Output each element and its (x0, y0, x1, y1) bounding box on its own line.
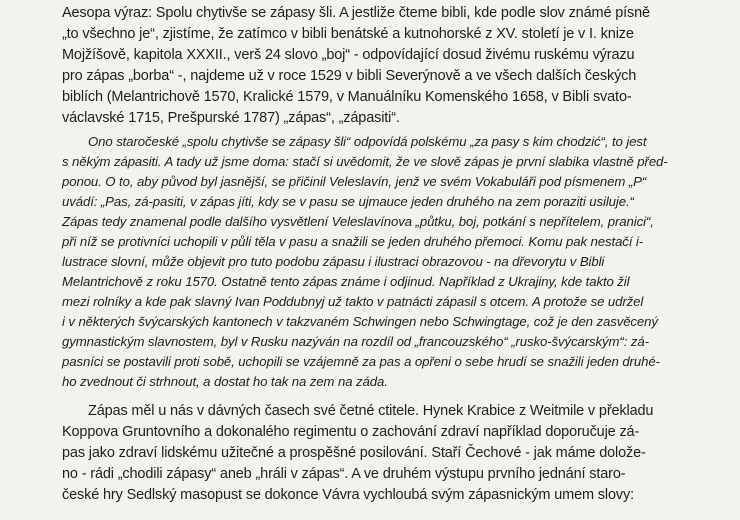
text-line: Koppova Gruntovního a dokonalého regimentu o zachování zdraví například doporučuje zá- (62, 424, 640, 440)
text-line: i v některých švýcarských kantonech v takzvaném Schwingen nebo Schwingtage, což je den zasvěcený (62, 314, 658, 329)
text-line: Aesopa výraz: Spolu chytivše se zápasy šli. A jestliže čteme bibli, kde podle slov známé písně (62, 5, 650, 21)
text-line: biblích (Melantrichově 1570, Kralické 1579, v Manuálníku Komenského 1658, v Bibli svato- (62, 89, 632, 105)
text-line: lustrace slovní, může objevit pro tuto podobu zápasu i ilustraci obrazovou - na dřevorytu v Bibli (62, 254, 605, 269)
text-line: Zápas měl u nás v dávných časech své četné ctitele. Hynek Krabice z Weitmile v překladu (88, 403, 654, 419)
text-line: ho zvednout či strhnout, a dostat ho tak na zem na záda. (62, 374, 388, 389)
text-line: Zápas tedy znamenal podle dalšího vysvětlení Veleslavínova „půtku, boj, potkání s nepřítelem, pranici“, (62, 214, 654, 229)
text-line: ponou. O to, aby původ byl jasnější, se přičinil Veleslavín, jenž ve svém Vokabuláři pod písmenem „P“ (62, 174, 647, 189)
text-line: Ono staročeské „spolu chytivše se zápasy šli“ odpovídá polskému „za pasy s kim chodzić“, to jest (88, 134, 647, 149)
text-line: Melantrichově z roku 1570. Ostatně tento zápas známe i odjinud. Například z Ukrajiny, kde takto žil (62, 274, 630, 289)
text-line: české hry Sedlský masopust se dokonce Vávra vychloubá svým zápasnickým umem slovy: (62, 487, 634, 503)
text-line: pro zápas „borba“ -, najdeme už v roce 1529 v bibli Severýnově a ve všech dalších českých (62, 68, 637, 84)
text-line: s někým zápasiti. A tady už jsme doma: stačí si uvědomit, že ve slově zápas je první slabika vlastně před- (62, 154, 668, 169)
text-line: václavské 1715, Prešpurské 1787) „zápas“, „zápasiti“. (62, 110, 400, 126)
text-line: gymnastickým slavnostem, byl v Rusku nazýván na rozdíl od „francouzského“ „rusko-švýcarským“: zá- (62, 334, 649, 349)
text-line: „to všechno je“, zjistíme, že zatímco v bibli benátské a kutnohorské z XV. století je v I. knize (62, 26, 634, 42)
text-line: pasníci se postavili proti sobě, uchopili se vzájemně za pas a opřeni o sebe hrudí se snažili jeden druhé- (62, 354, 660, 369)
text-line: no - rádi „chodili zápasy“ aneb „hráli v zápas“. A ve druhém výstupu prvního jednání staro- (62, 466, 626, 482)
text-line: uvádí: „Pas, zá-pasiti, v zápas jíti, kdy se v pasu se ujmauce jeden druhého na zem poraziti usiluje.“ (62, 194, 634, 209)
text-line: pas jako zdraví lidskému užitečné a prospěšné posilování. Staří Čechové - jak máme dolože- (62, 445, 646, 461)
text-line: Mojžíšově, kapitola XXXII., verš 24 slovo „boj“ - odpovídající dosud živému ruskému výrazu (62, 47, 635, 63)
text-line: při níž se protivníci uchopili v půli těla v pasu a snažili se jeden druhého přemoci. Komu pak nestačí i- (62, 234, 644, 249)
text-line: mezi rolníky a kde pak slavný Ivan Poddubnyj už takto v patnácti zápasil s otcem. A protože se udržel (62, 294, 644, 309)
